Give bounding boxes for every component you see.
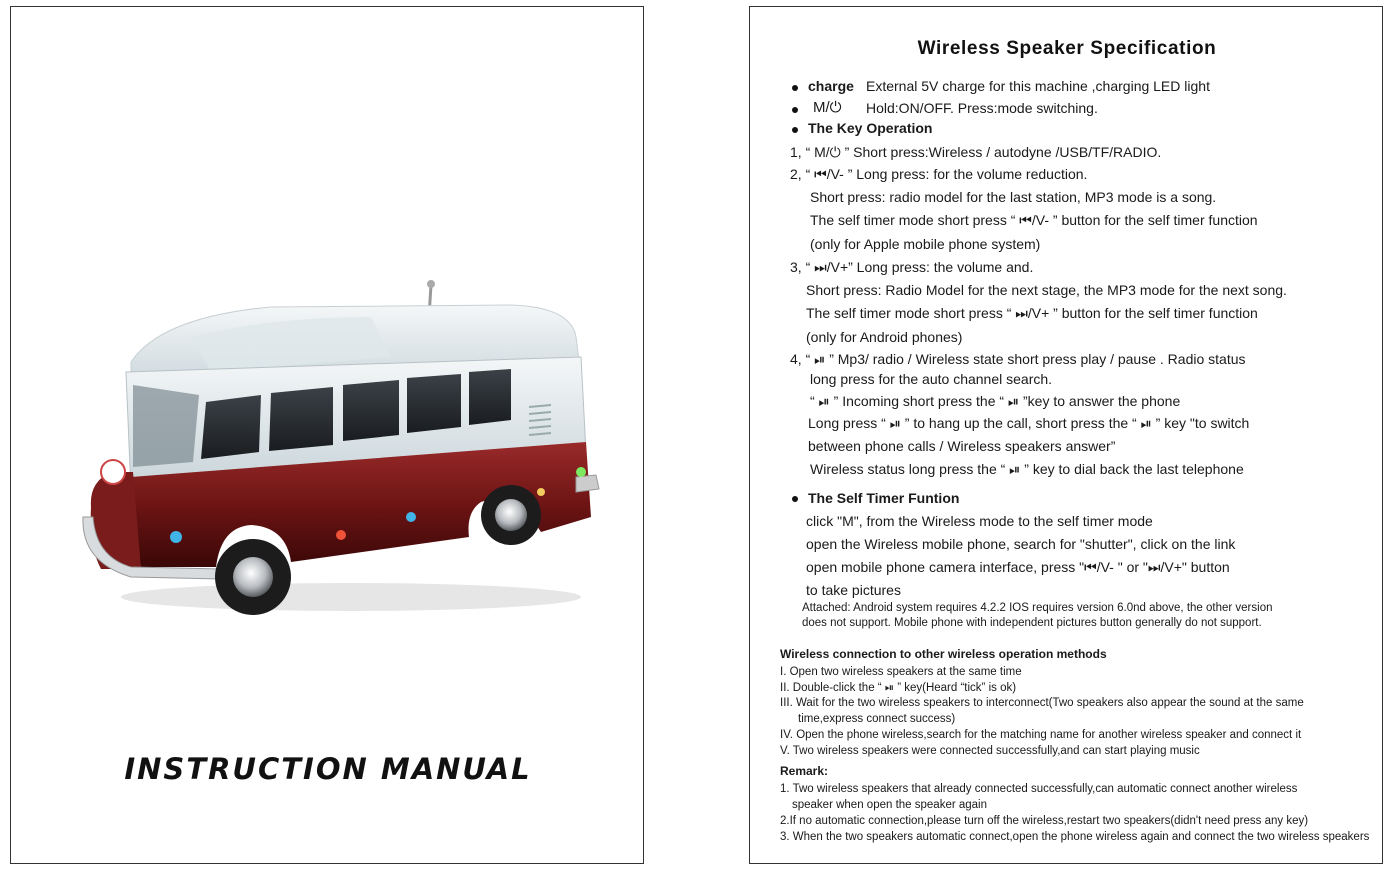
connection-step-1: I. Open two wireless speakers at the same time <box>780 666 1022 678</box>
connection-step-5: V. Two wireless speakers were connected successfully,and can start playing music <box>780 745 1200 757</box>
bullet-dot <box>792 85 798 91</box>
attached-note-2: does not support. Mobile phone with independent pictures button generally do not support. <box>802 617 1262 629</box>
key-line-2a: Short press: radio model for the last station, MP3 mode is a song. <box>810 189 1217 205</box>
key-line-2b: The self timer mode short press “ ⏮/V- ” button for the self timer function <box>810 212 1258 228</box>
attached-note-1: Attached: Android system requires 4.2.2 IOS requires version 6.0nd above, the other version <box>802 602 1273 614</box>
bullet-dot <box>792 496 798 502</box>
key-line-4b: “ ⏯ ” Incoming short press the “ ⏯ ”key to answer the phone <box>810 393 1181 409</box>
key-line-4a: long press for the auto channel search. <box>810 371 1053 387</box>
self-timer-line-4: to take pictures <box>806 582 901 598</box>
self-timer-line-1: click "M", from the Wireless mode to the self timer mode <box>806 513 1153 529</box>
mode-label: M/⏻ <box>813 99 842 116</box>
key-line-3c: (only for Android phones) <box>806 329 963 345</box>
remark-1b: speaker when open the speaker again <box>792 799 988 811</box>
remark-2: 2.If no automatic connection,please turn off the wireless,restart two speakers(didn't need press any key) <box>780 815 1309 827</box>
key-line-4: 4, “ ⏯ ” Mp3/ radio / Wireless state short press play / pause . Radio status <box>790 351 1246 367</box>
connection-step-4: IV. Open the phone wireless,search for the matching name for another wireless speaker and connect it <box>780 729 1302 741</box>
self-timer-line-3: open mobile phone camera interface, press "⏮/V- " or "⏭/V+" button <box>806 559 1230 575</box>
key-line-4c: Long press “ ⏯ ” to hang up the call, short press the “ ⏯ ” key "to switch <box>808 415 1250 431</box>
cover-title: INSTRUCTION MANUAL <box>124 752 532 786</box>
key-line-2c: (only for Apple mobile phone system) <box>810 236 1041 252</box>
connection-step-2: II. Double-click the “ ⏯ ” key(Heard “tick” is ok) <box>780 682 1017 694</box>
key-line-4e: Wireless status long press the “ ⏯ ” key to dial back the last telephone <box>810 461 1244 477</box>
remark-heading: Remark: <box>780 764 829 778</box>
bullet-dot <box>792 107 798 113</box>
connection-step-3b: time,express connect success) <box>798 713 956 725</box>
connection-heading: Wireless connection to other wireless operation methods <box>780 647 1107 661</box>
self-timer-heading: The Self Timer Funtion <box>808 490 960 506</box>
key-operation-heading: The Key Operation <box>808 120 933 136</box>
remark-3: 3. When the two speakers automatic connect,open the phone wireless again and connect the two wireless speakers <box>780 831 1370 843</box>
key-line-3: 3, “ ⏭/V+” Long press: the volume and. <box>790 259 1034 275</box>
mode-text: Hold:ON/OFF. Press:mode switching. <box>866 100 1098 116</box>
page-title: Wireless Speaker Specification <box>917 38 1217 59</box>
charge-label: charge <box>808 78 854 94</box>
bus-speaker-image <box>71 277 611 627</box>
charge-text: External 5V charge for this machine ,charging LED light <box>866 78 1210 94</box>
bullet-dot <box>792 127 798 133</box>
cover-page <box>10 6 644 864</box>
key-line-2: 2, “ ⏮/V- ” Long press: for the volume reduction. <box>790 166 1088 182</box>
remark-1: 1. Two wireless speakers that already connected successfully,can automatic connect another wireless <box>780 783 1298 795</box>
key-line-1: 1, “ M/⏻ ” Short press:Wireless / autodyne /USB/TF/RADIO. <box>790 144 1162 160</box>
key-line-3b: The self timer mode short press “ ⏭/V+ ” button for the self timer function <box>806 305 1258 321</box>
self-timer-line-2: open the Wireless mobile phone, search for "shutter", click on the link <box>806 536 1236 552</box>
key-line-3a: Short press: Radio Model for the next stage, the MP3 mode for the next song. <box>806 282 1287 298</box>
specification-page <box>749 6 1383 864</box>
connection-step-3: III. Wait for the two wireless speakers to interconnect(Two speakers also appear the sound at the same <box>780 697 1304 709</box>
key-line-4d: between phone calls / Wireless speakers answer” <box>808 438 1116 454</box>
